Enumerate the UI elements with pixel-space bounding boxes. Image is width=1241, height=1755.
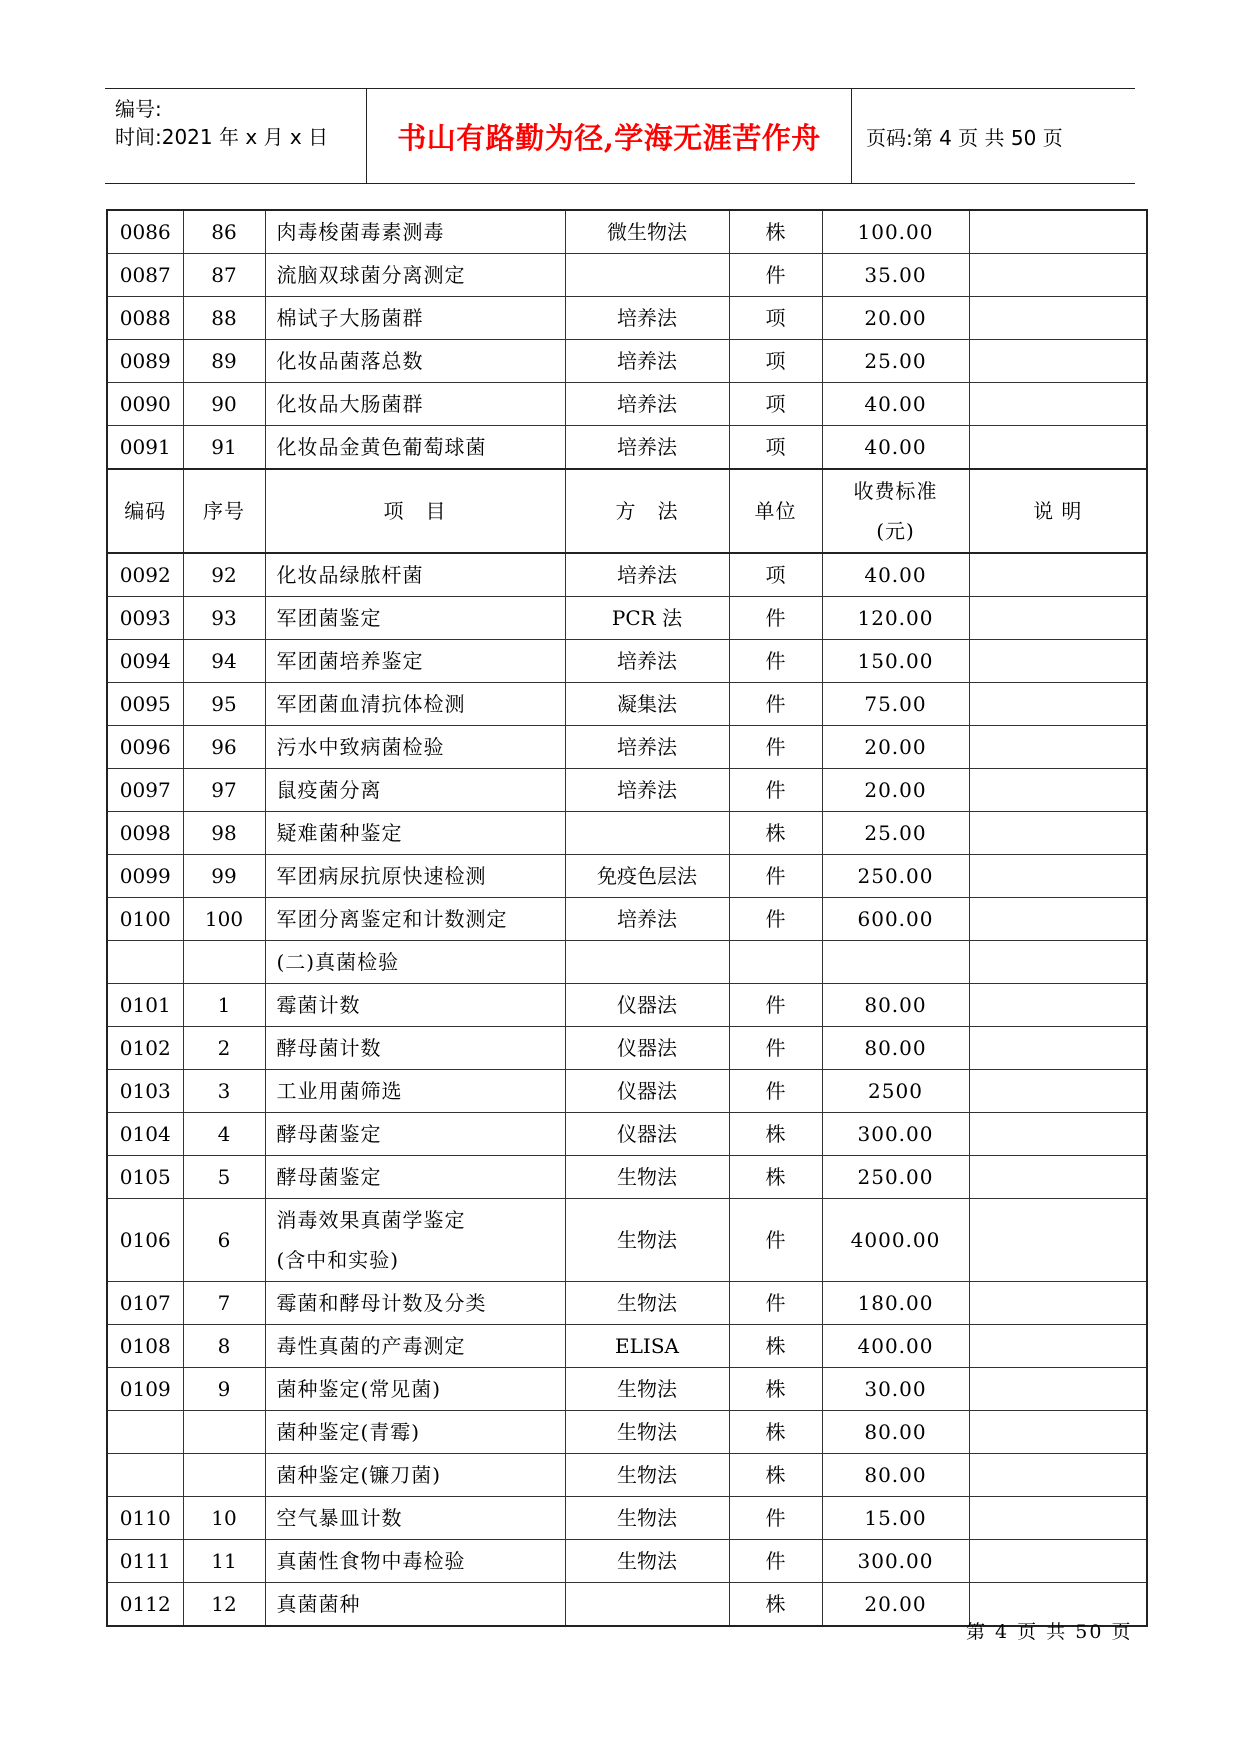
cell-code: 0112 (107, 1583, 183, 1627)
table-row (107, 898, 1147, 941)
cell-item: 酵母菌计数 (265, 1027, 565, 1070)
cell-code: 0086 (107, 210, 183, 254)
table-row (107, 1156, 1147, 1199)
cell-fee: 20.00 (822, 1583, 969, 1627)
fee-table (106, 209, 1148, 1627)
table-row (107, 1199, 1147, 1282)
cell-note (969, 984, 1147, 1027)
header-right-cell (852, 89, 1135, 183)
cell-code: 0092 (107, 553, 183, 597)
table-row (107, 1454, 1147, 1497)
cell-code: 0109 (107, 1368, 183, 1411)
cell-item: 工业用菌筛选 (265, 1070, 565, 1113)
time-label: 时间:2021 年 x 月 x 日 (115, 125, 329, 149)
cell-fee: 20.00 (822, 769, 969, 812)
table-row (107, 855, 1147, 898)
cell-note (969, 1411, 1147, 1454)
cell-unit: 株 (729, 1113, 822, 1156)
cell-code: 0106 (107, 1199, 183, 1282)
table-row (107, 297, 1147, 340)
cell-seq: 96 (183, 726, 265, 769)
cell-note (969, 1540, 1147, 1583)
table-header-row (107, 469, 1147, 553)
cell-fee: 600.00 (822, 898, 969, 941)
cell-seq: 12 (183, 1583, 265, 1627)
table-row (107, 1368, 1147, 1411)
cell-unit: 株 (729, 210, 822, 254)
table-row (107, 1070, 1147, 1113)
cell-item: 菌种鉴定(青霉) (265, 1411, 565, 1454)
cell-note (969, 941, 1147, 984)
cell-code: 0096 (107, 726, 183, 769)
cell-note (969, 683, 1147, 726)
cell-item: 化妆品金黄色葡萄球菌 (265, 426, 565, 470)
cell-method: 仪器法 (565, 1070, 729, 1113)
cell-seq: 90 (183, 383, 265, 426)
cell-method (565, 941, 729, 984)
cell-note (969, 297, 1147, 340)
cell-code: 0110 (107, 1497, 183, 1540)
cell-unit: 件 (729, 254, 822, 297)
cell-code (107, 941, 183, 984)
cell-seq: 88 (183, 297, 265, 340)
cell-unit: 株 (729, 1583, 822, 1627)
cell-method: 生物法 (565, 1282, 729, 1325)
table-row (107, 640, 1147, 683)
page-footer: 第 4 页 共 50 页 (966, 1621, 1133, 1643)
cell-code: 0099 (107, 855, 183, 898)
cell-unit: 件 (729, 1540, 822, 1583)
cell-note (969, 383, 1147, 426)
cell-code: 0089 (107, 340, 183, 383)
cell-fee: 40.00 (822, 553, 969, 597)
table-row (107, 1497, 1147, 1540)
cell-item: 肉毒梭菌毒素测毒 (265, 210, 565, 254)
cell-fee (822, 941, 969, 984)
table-body-top (107, 210, 1147, 469)
cell-note (969, 1497, 1147, 1540)
cell-code (107, 1411, 183, 1454)
cell-seq: 6 (183, 1199, 265, 1282)
cell-unit: 株 (729, 1454, 822, 1497)
cell-item: 棉试子大肠菌群 (265, 297, 565, 340)
motto-text: 书山有路勤为径,学海无涯苦作舟 (397, 120, 821, 155)
cell-item: 菌种鉴定(镰刀菌) (265, 1454, 565, 1497)
cell-method: 生物法 (565, 1199, 729, 1282)
cell-code: 0087 (107, 254, 183, 297)
cell-method: 培养法 (565, 297, 729, 340)
cell-fee: 80.00 (822, 984, 969, 1027)
cell-seq: 7 (183, 1282, 265, 1325)
cell-method: 生物法 (565, 1368, 729, 1411)
cell-code: 0095 (107, 683, 183, 726)
col-header-fee-line1: 收费标准 (853, 479, 938, 503)
cell-unit: 件 (729, 984, 822, 1027)
cell-code: 0103 (107, 1070, 183, 1113)
table-row (107, 553, 1147, 597)
cell-code: 0107 (107, 1282, 183, 1325)
cell-unit: 件 (729, 1070, 822, 1113)
cell-fee: 250.00 (822, 855, 969, 898)
cell-note (969, 597, 1147, 640)
cell-item: 疑难菌种鉴定 (265, 812, 565, 855)
cell-seq: 1 (183, 984, 265, 1027)
cell-note (969, 210, 1147, 254)
cell-seq: 93 (183, 597, 265, 640)
cell-unit: 株 (729, 1325, 822, 1368)
page-header (105, 88, 1135, 184)
cell-item: 鼠疫菌分离 (265, 769, 565, 812)
code-label: 编号: (115, 97, 162, 121)
cell-unit: 项 (729, 297, 822, 340)
cell-method: 凝集法 (565, 683, 729, 726)
cell-code: 0102 (107, 1027, 183, 1070)
cell-seq: 98 (183, 812, 265, 855)
cell-method: 培养法 (565, 383, 729, 426)
cell-note (969, 1368, 1147, 1411)
cell-fee: 80.00 (822, 1454, 969, 1497)
cell-method: 生物法 (565, 1497, 729, 1540)
cell-method: 培养法 (565, 553, 729, 597)
cell-item: 毒性真菌的产毒测定 (265, 1325, 565, 1368)
cell-method: 仪器法 (565, 1027, 729, 1070)
cell-note (969, 1199, 1147, 1282)
cell-fee: 20.00 (822, 297, 969, 340)
cell-item: 霉菌计数 (265, 984, 565, 1027)
cell-code: 0098 (107, 812, 183, 855)
cell-seq: 92 (183, 553, 265, 597)
header-left-cell (105, 89, 367, 183)
cell-note (969, 640, 1147, 683)
cell-code: 0088 (107, 297, 183, 340)
table-body-bottom (107, 553, 1147, 1626)
col-header-method: 方 法 (565, 469, 729, 553)
cell-seq: 95 (183, 683, 265, 726)
col-header-fee-line2: (元) (876, 519, 915, 543)
cell-method: 培养法 (565, 640, 729, 683)
cell-seq: 97 (183, 769, 265, 812)
cell-item: 真菌菌种 (265, 1583, 565, 1627)
cell-item: 空气暴皿计数 (265, 1497, 565, 1540)
cell-unit: 件 (729, 597, 822, 640)
cell-note (969, 1282, 1147, 1325)
table-row (107, 1282, 1147, 1325)
cell-method: 微生物法 (565, 210, 729, 254)
table-row (107, 210, 1147, 254)
col-header-unit: 单位 (729, 469, 822, 553)
cell-unit: 株 (729, 1156, 822, 1199)
cell-seq: 94 (183, 640, 265, 683)
cell-note (969, 769, 1147, 812)
table-row (107, 1113, 1147, 1156)
cell-note (969, 1325, 1147, 1368)
cell-unit: 项 (729, 383, 822, 426)
cell-method: 培养法 (565, 340, 729, 383)
cell-seq: 5 (183, 1156, 265, 1199)
cell-item (265, 1199, 565, 1282)
cell-note (969, 553, 1147, 597)
cell-fee: 100.00 (822, 210, 969, 254)
cell-code: 0108 (107, 1325, 183, 1368)
cell-note (969, 1156, 1147, 1199)
cell-fee: 300.00 (822, 1113, 969, 1156)
cell-code: 0105 (107, 1156, 183, 1199)
cell-unit: 件 (729, 1199, 822, 1282)
table-row (107, 726, 1147, 769)
cell-code (107, 1454, 183, 1497)
cell-item: 污水中致病菌检验 (265, 726, 565, 769)
cell-fee: 40.00 (822, 383, 969, 426)
cell-item: 菌种鉴定(常见菌) (265, 1368, 565, 1411)
table-row (107, 426, 1147, 470)
cell-method: ELISA (565, 1325, 729, 1368)
cell-seq: 2 (183, 1027, 265, 1070)
cell-method: 仪器法 (565, 984, 729, 1027)
cell-unit: 件 (729, 769, 822, 812)
cell-seq: 100 (183, 898, 265, 941)
cell-note (969, 254, 1147, 297)
header-page-label: 页码:第 4 页 共 50 页 (866, 125, 1063, 150)
cell-code: 0091 (107, 426, 183, 470)
cell-item: 化妆品绿脓杆菌 (265, 553, 565, 597)
table-row (107, 254, 1147, 297)
cell-code: 0104 (107, 1113, 183, 1156)
cell-note (969, 898, 1147, 941)
cell-method: 生物法 (565, 1540, 729, 1583)
cell-seq: 10 (183, 1497, 265, 1540)
table-row (107, 683, 1147, 726)
cell-method: 生物法 (565, 1156, 729, 1199)
cell-fee: 40.00 (822, 426, 969, 470)
cell-fee: 250.00 (822, 1156, 969, 1199)
cell-unit: 项 (729, 426, 822, 470)
cell-fee: 80.00 (822, 1411, 969, 1454)
cell-item: 军团菌鉴定 (265, 597, 565, 640)
table-row (107, 984, 1147, 1027)
cell-seq: 87 (183, 254, 265, 297)
cell-unit: 件 (729, 1497, 822, 1540)
header-motto-cell (367, 89, 852, 183)
cell-note (969, 1113, 1147, 1156)
table-row (107, 941, 1147, 984)
cell-seq: 8 (183, 1325, 265, 1368)
cell-fee: 4000.00 (822, 1199, 969, 1282)
cell-unit: 件 (729, 855, 822, 898)
cell-method: 生物法 (565, 1454, 729, 1497)
cell-unit: 株 (729, 812, 822, 855)
cell-note (969, 1454, 1147, 1497)
table-row (107, 812, 1147, 855)
cell-note (969, 340, 1147, 383)
cell-fee: 300.00 (822, 1540, 969, 1583)
col-header-seq: 序号 (183, 469, 265, 553)
cell-unit: 项 (729, 553, 822, 597)
cell-seq: 3 (183, 1070, 265, 1113)
cell-item: 酵母菌鉴定 (265, 1156, 565, 1199)
cell-method (565, 254, 729, 297)
cell-method (565, 1583, 729, 1627)
table-row (107, 1325, 1147, 1368)
cell-code: 0097 (107, 769, 183, 812)
cell-item: 军团菌血清抗体检测 (265, 683, 565, 726)
cell-item: 军团菌培养鉴定 (265, 640, 565, 683)
cell-note (969, 812, 1147, 855)
cell-item: (二)真菌检验 (265, 941, 565, 984)
cell-unit: 株 (729, 1368, 822, 1411)
cell-seq: 91 (183, 426, 265, 470)
cell-code: 0090 (107, 383, 183, 426)
cell-unit: 株 (729, 1411, 822, 1454)
cell-item: 酵母菌鉴定 (265, 1113, 565, 1156)
col-header-item: 项 目 (265, 469, 565, 553)
cell-item: 化妆品菌落总数 (265, 340, 565, 383)
cell-method: 培养法 (565, 898, 729, 941)
cell-seq (183, 1454, 265, 1497)
cell-code: 0093 (107, 597, 183, 640)
cell-note (969, 726, 1147, 769)
cell-method: 免疫色层法 (565, 855, 729, 898)
cell-fee: 2500 (822, 1070, 969, 1113)
cell-seq: 4 (183, 1113, 265, 1156)
cell-code: 0094 (107, 640, 183, 683)
cell-unit: 项 (729, 340, 822, 383)
cell-fee: 15.00 (822, 1497, 969, 1540)
table-row (107, 769, 1147, 812)
cell-method: 培养法 (565, 726, 729, 769)
cell-unit (729, 941, 822, 984)
cell-note (969, 855, 1147, 898)
cell-item: 霉菌和酵母计数及分类 (265, 1282, 565, 1325)
table-row (107, 597, 1147, 640)
cell-seq: 99 (183, 855, 265, 898)
cell-fee: 120.00 (822, 597, 969, 640)
col-header-note: 说 明 (969, 469, 1147, 553)
cell-item: 化妆品大肠菌群 (265, 383, 565, 426)
cell-fee: 30.00 (822, 1368, 969, 1411)
cell-item: 军团病尿抗原快速检测 (265, 855, 565, 898)
cell-item: 流脑双球菌分离测定 (265, 254, 565, 297)
cell-fee: 80.00 (822, 1027, 969, 1070)
table-row (107, 1027, 1147, 1070)
table-row (107, 383, 1147, 426)
cell-note (969, 1070, 1147, 1113)
cell-item: 军团分离鉴定和计数测定 (265, 898, 565, 941)
cell-unit: 件 (729, 640, 822, 683)
table-row (107, 340, 1147, 383)
cell-method: 培养法 (565, 769, 729, 812)
cell-fee: 25.00 (822, 812, 969, 855)
cell-seq (183, 941, 265, 984)
cell-code: 0111 (107, 1540, 183, 1583)
cell-method: PCR 法 (565, 597, 729, 640)
col-header-fee (822, 469, 969, 553)
cell-code: 0100 (107, 898, 183, 941)
cell-note (969, 1027, 1147, 1070)
cell-seq: 89 (183, 340, 265, 383)
cell-item-line2: (含中和实验) (276, 1248, 400, 1272)
cell-unit: 件 (729, 1282, 822, 1325)
cell-fee: 20.00 (822, 726, 969, 769)
cell-fee: 150.00 (822, 640, 969, 683)
cell-item-line1: 消毒效果真菌学鉴定 (276, 1208, 466, 1232)
cell-note (969, 426, 1147, 470)
cell-fee: 75.00 (822, 683, 969, 726)
cell-unit: 件 (729, 683, 822, 726)
table-row (107, 1411, 1147, 1454)
table-header-group (107, 469, 1147, 553)
cell-fee: 400.00 (822, 1325, 969, 1368)
cell-seq: 11 (183, 1540, 265, 1583)
cell-seq: 9 (183, 1368, 265, 1411)
cell-unit: 件 (729, 726, 822, 769)
col-header-code: 编码 (107, 469, 183, 553)
cell-fee: 180.00 (822, 1282, 969, 1325)
cell-unit: 件 (729, 898, 822, 941)
cell-fee: 35.00 (822, 254, 969, 297)
table-row (107, 1540, 1147, 1583)
cell-item: 真菌性食物中毒检验 (265, 1540, 565, 1583)
cell-fee: 25.00 (822, 340, 969, 383)
cell-unit: 件 (729, 1027, 822, 1070)
cell-method: 培养法 (565, 426, 729, 470)
cell-method (565, 812, 729, 855)
cell-seq: 86 (183, 210, 265, 254)
cell-method: 生物法 (565, 1411, 729, 1454)
cell-code: 0101 (107, 984, 183, 1027)
cell-method: 仪器法 (565, 1113, 729, 1156)
cell-seq (183, 1411, 265, 1454)
